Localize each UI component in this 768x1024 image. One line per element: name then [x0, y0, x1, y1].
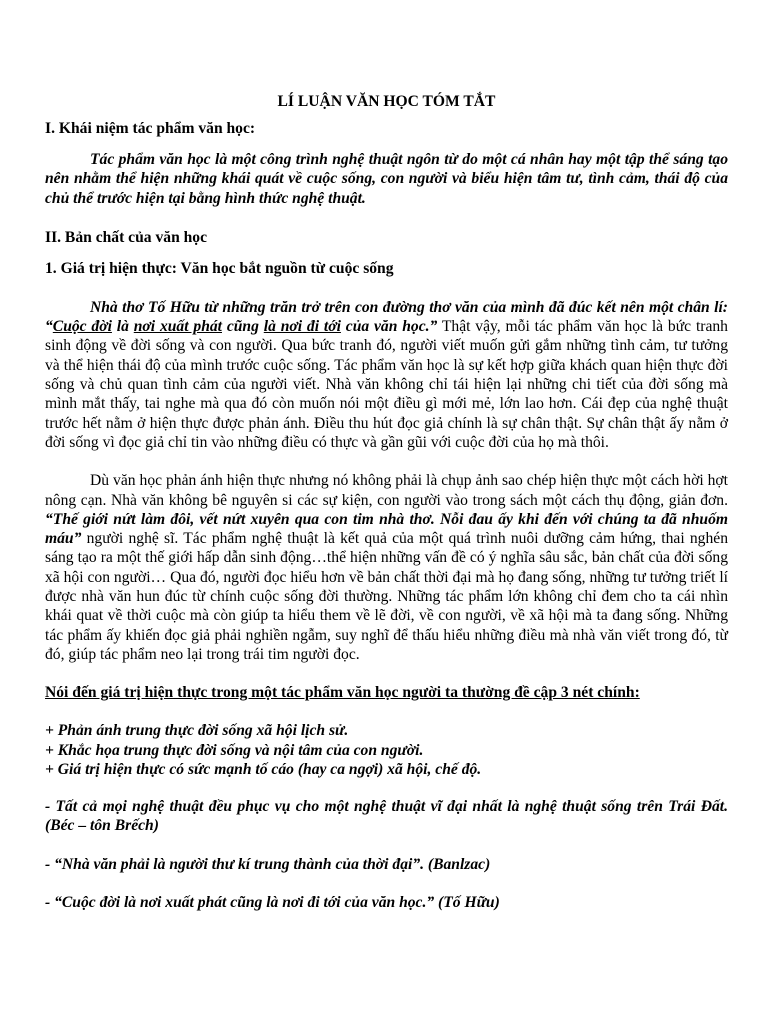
- paragraph-2: [45, 471, 728, 664]
- paragraph-2-body: người nghệ sĩ. Tác phẩm nghệ thuật là kết quả của một quá trình nuôi dưỡng cảm hứng, thai nghén sáng tạo ra một thế giới hấp dẫn sinh động…thể hiện những vấn đề có ý nghĩa sâu sắc, bản chất của đời sống xã hội con người… Qua đó, người đọc hiểu hơn về bản chất thời đại mà họ đang sống, những tư tưởng triết lí được nhà văn hun đúc từ chính cuộc sống đời thường. Những tác phẩm lớn không chỉ đem cho ta cái nhìn khái quat về thời cuộc mà còn giúp ta hiểu them về lẽ đời, về con người, về xã hội mà ta đang sống. Những tác phẩm ấy khiến đọc giả phải nghiền ngẫm, suy nghĩ để thấu hiểu những điều mà nhà văn viết trong đó, từ đó, giúp tác phẩm neo lại trong trái tim người đọc.: [45, 530, 728, 663]
- quote-item: - “Nhà văn phải là người thư kí trung thành của thời đại”. (Banlzac): [45, 855, 491, 873]
- paragraph-2-lead: Dù văn học phản ánh hiện thực nhưng nó không phải là chụp ảnh sao chép hiện thực một cách hời hợt nông cạn. Nhà văn không bê nguyên si các sự kiện, con người vào trong sách một cách thụ động, giản đơn.: [45, 472, 728, 509]
- paragraph-1: [45, 298, 728, 452]
- paragraph-1-mid-2: cũng: [222, 318, 264, 336]
- underlined-heading: Nói đến giá trị hiện thực trong một tác phẩm văn học người ta thường đề cập 3 nét chính:: [45, 684, 640, 702]
- document-body: [45, 92, 728, 931]
- paragraph-1-underline-2: nơi xuất phát: [133, 318, 222, 336]
- paragraph-1-underline-3: là nơi đi tới: [263, 318, 341, 336]
- bullet-item: + Khắc họa trung thực đời sống và nội tâm của con người.: [45, 741, 424, 759]
- paragraph-1-lead: Nhà thơ Tố Hữu từ những trăn trở trên con đường thơ văn của mình đã đúc kết nên một chân lí: “: [45, 298, 728, 336]
- section-heading-1: I. Khái niệm tác phẩm văn học:: [45, 120, 256, 137]
- paragraph-1-body: Thật vậy, mỗi tác phẩm văn học là bức tranh sinh động về đời sống và con người. Qua bức tranh đó, người viết muốn gửi gắm những tình cảm, tư tưởng và thể hiện thái độ của mình trước cuộc sống. Tác phẩm văn học là sự kết hợp giữa khách quan hiện thực đời sống và chủ quan tình cảm của người viết. Nhà văn không chỉ tái hiện lại những chi tiết của đời sống mà mình mắt thấy, tai nghe mà qua đó còn muốn nói một điều gì mới mẻ, lớn lao hơn. Cái đẹp của nghệ thuật trước hết nằm ở hiện thực được phản ánh. Điều thu hút đọc giả chính là sự chân thật. Sự chân thật ấy nằm ở đời sống vì đọc giả chỉ tin vào những điều có thực và gần gũi với cuộc đời của họ mà thôi.: [45, 318, 728, 451]
- paragraph-2-quote: “Thế giới nứt làm đôi, vết nứt xuyên qua con tim nhà thơ. Nỗi đau ấy khi đến với chúng ta đã nhuốm máu”: [45, 510, 728, 548]
- bullet-item: + Giá trị hiện thực có sức mạnh tố cáo (hay ca ngợi) xã hội, chế độ.: [45, 760, 482, 778]
- paragraph-1-end: của văn học.”: [340, 318, 438, 336]
- paragraph-1-mid-1: là: [111, 318, 134, 336]
- page-title: LÍ LUẬN VĂN HỌC TÓM TẮT: [277, 93, 496, 110]
- bullet-list: [45, 721, 728, 779]
- section-heading-2: II. Bản chất của văn học: [45, 228, 208, 246]
- paragraph-1-underline-1: Cuộc đời: [52, 318, 112, 336]
- quote-item: - Tất cả mọi nghệ thuật đều phục vụ cho một nghệ thuật vĩ đại nhất là nghệ thuật sống trên Trái Đất. (Béc – tôn Brếch): [45, 798, 728, 835]
- quote-item: - “Cuộc đời là nơi xuất phát cũng là nơi đi tới của văn học.” (Tố Hữu): [45, 894, 500, 912]
- definition-paragraph: Tác phẩm văn học là một công trình nghệ thuật ngôn từ do một cá nhân hay một tập thể sáng tạo nên nhằm thể hiện những khái quát về cuộc sống, con người và biểu hiện tâm tư, tình cảm, thái độ của chủ thể trước hiện tại bằng hình thức nghệ thuật.: [45, 151, 728, 207]
- subsection-heading-1: 1. Giá trị hiện thực: Văn học bắt nguồn từ cuộc sống: [45, 259, 394, 277]
- bullet-item: + Phản ánh trung thực đời sống xã hội lịch sử.: [45, 722, 349, 740]
